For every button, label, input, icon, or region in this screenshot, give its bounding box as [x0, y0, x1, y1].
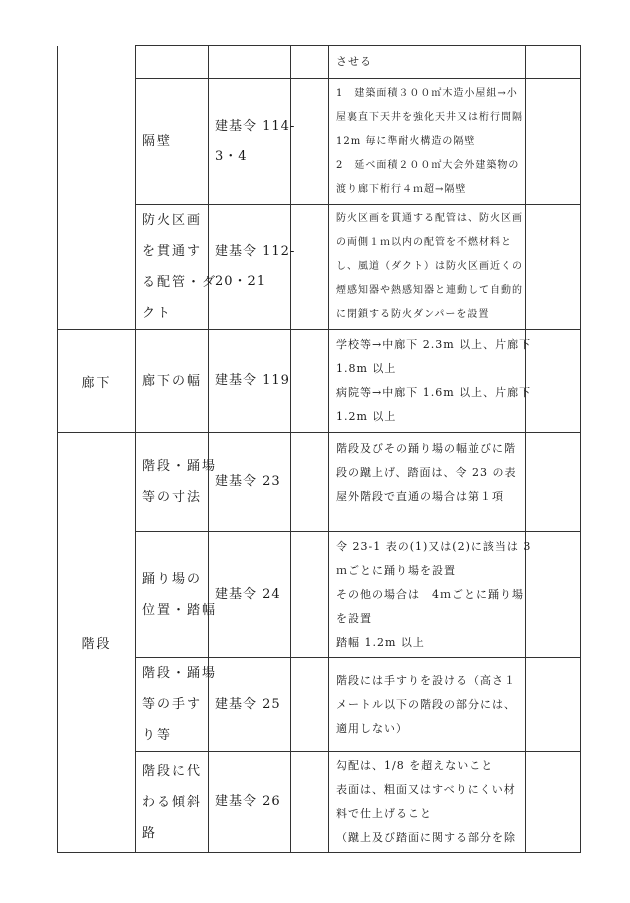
item-label: 階段・踊場 [142, 666, 218, 681]
remarks-cell [526, 79, 581, 205]
description-cell [329, 46, 526, 79]
item-label: 位置・踏幅 [142, 602, 218, 618]
law-cell [209, 205, 296, 330]
description-cell [329, 205, 526, 330]
law-cell [209, 658, 291, 752]
item-label: り等 [142, 728, 173, 743]
description-line: 料で仕上げること [336, 807, 432, 820]
remarks-cell [526, 433, 581, 532]
description-cell [329, 330, 532, 433]
description-cell [329, 433, 526, 532]
description-line: を設置 [336, 611, 372, 625]
description-line: 12m 毎に準耐火構造の隔壁 [336, 135, 476, 147]
table-row [58, 205, 581, 330]
description-line: に閉鎖する防火ダンパーを設置 [336, 309, 490, 320]
description-line: 防火区画を貫通する配管は、防火区画 [336, 213, 523, 224]
law-reference: 建基令 114- [215, 118, 296, 134]
description-line: 1.2m 以上 [336, 410, 397, 423]
item-label: 階段に代 [142, 763, 203, 779]
law-reference: 建基令 119 [215, 373, 290, 388]
category-label: 階段 [81, 637, 112, 652]
description-cell [329, 658, 526, 752]
item-label: 階段・踊場 [142, 459, 218, 474]
item-label: クト [142, 306, 173, 321]
blank-cell [291, 79, 329, 205]
item-label: 廊下の幅 [142, 373, 203, 389]
category-cell [58, 46, 136, 79]
blank-cell [291, 330, 329, 433]
table-row [58, 752, 581, 853]
description-line: 煙感知器や熱感知器と連動して自動的 [336, 285, 523, 296]
description-line: 表面は、粗面又はすべりにくい材 [336, 783, 516, 796]
description-cell [329, 532, 532, 658]
table-row [58, 658, 581, 752]
item-label: 隔壁 [142, 134, 173, 149]
law-cell [209, 433, 291, 532]
item-label: る配管・ダ [142, 275, 218, 290]
blank-cell [291, 205, 329, 330]
description-line: 適用しない） [336, 721, 408, 735]
law-reference: 建基令 26 [215, 794, 281, 809]
item-label: 防火区画 [142, 213, 203, 228]
description-line: 学校等→中廊下 2.3m 以上、片廊下 [336, 338, 532, 351]
item-cell [136, 658, 218, 752]
law-reference: 建基令 23 [215, 474, 281, 489]
description-line: 踏幅 1.2m 以上 [336, 635, 425, 649]
category-cell [58, 79, 136, 205]
law-reference: 3・4 [215, 148, 248, 164]
remarks-cell [526, 205, 581, 330]
description-line: メートル以下の階段の部分には、 [336, 697, 516, 711]
category-cell [58, 330, 136, 433]
item-label: を貫通す [142, 244, 203, 259]
description-line: の両側１ｍ以内の配管を不燃材料と [336, 237, 512, 248]
item-label: 等の寸法 [142, 490, 203, 505]
table-row [58, 532, 581, 658]
law-cell [209, 46, 291, 79]
description-line: （蹴上及び踏面に関する部分を除 [336, 831, 516, 844]
description-line: ｍごとに踊り場を設置 [336, 563, 456, 577]
item-cell [136, 46, 209, 79]
law-cell [209, 330, 291, 433]
blank-cell [291, 658, 329, 752]
description-line: 勾配は、1/8 を超えないこと [336, 759, 494, 772]
description-line: 令 23-1 表の(1)又は(2)に該当は 3 [336, 539, 532, 553]
item-cell [136, 752, 209, 853]
item-cell [136, 532, 218, 658]
blank-cell [291, 752, 329, 853]
description-line: し、風道（ダクト）は防火区画近くの [336, 261, 523, 272]
description-line: 2 延べ面積２００㎡大会外建築物の [336, 159, 520, 171]
category-cell [58, 433, 136, 853]
law-reference: 20・21 [215, 274, 267, 289]
regulation-table [57, 45, 581, 853]
law-cell [209, 532, 291, 658]
description-line: 渡り廊下桁行４ｍ超→隔壁 [336, 183, 467, 195]
category-label: 廊下 [81, 375, 112, 391]
item-cell [136, 79, 209, 205]
blank-cell [291, 532, 329, 658]
category-cell [58, 205, 136, 330]
description-line: 1.8m 以上 [336, 362, 397, 375]
law-reference: 建基令 25 [215, 696, 281, 712]
blank-cell [291, 433, 329, 532]
remarks-cell [526, 532, 581, 658]
law-cell [209, 752, 291, 853]
law-reference: 建基令 112- [215, 244, 296, 259]
item-label: わる傾斜 [142, 794, 203, 810]
table-row [58, 79, 581, 205]
table-row [58, 330, 581, 433]
item-label: 等の手す [142, 697, 203, 712]
table-row [58, 46, 581, 79]
description-cell [329, 79, 526, 205]
blank-cell [291, 46, 329, 79]
description-line: 階段及びその踊り場の幅並びに階 [336, 442, 516, 455]
item-cell [136, 433, 218, 532]
remarks-cell [526, 330, 581, 433]
remarks-cell [526, 46, 581, 79]
law-cell [209, 79, 296, 205]
description-line: 屋外階段で直通の場合は第１項 [336, 490, 504, 503]
remarks-cell [526, 658, 581, 752]
table-row [58, 433, 581, 532]
item-cell [136, 205, 218, 330]
item-label: 踊り場の [142, 571, 203, 587]
description-line: 屋裏直下天井を強化天井又は桁行間隔 [336, 111, 523, 123]
description-line: 病院等→中廊下 1.6m 以上、片廊下 [336, 386, 532, 399]
description-line: 階段には手すりを設ける（高さ１ [336, 673, 516, 687]
description-cell [329, 752, 526, 853]
description-line: させる [336, 55, 372, 68]
description-line: 1 建築面積３００㎡木造小屋組→小 [336, 87, 518, 99]
description-line: 段の蹴上げ、踏面は、令 23 の表 [336, 466, 517, 479]
description-line: その他の場合は 4ｍごとに踊り場 [336, 587, 524, 601]
item-label: 路 [142, 825, 158, 841]
law-reference: 建基令 24 [215, 586, 281, 602]
item-cell [136, 330, 209, 433]
remarks-cell [526, 752, 581, 853]
